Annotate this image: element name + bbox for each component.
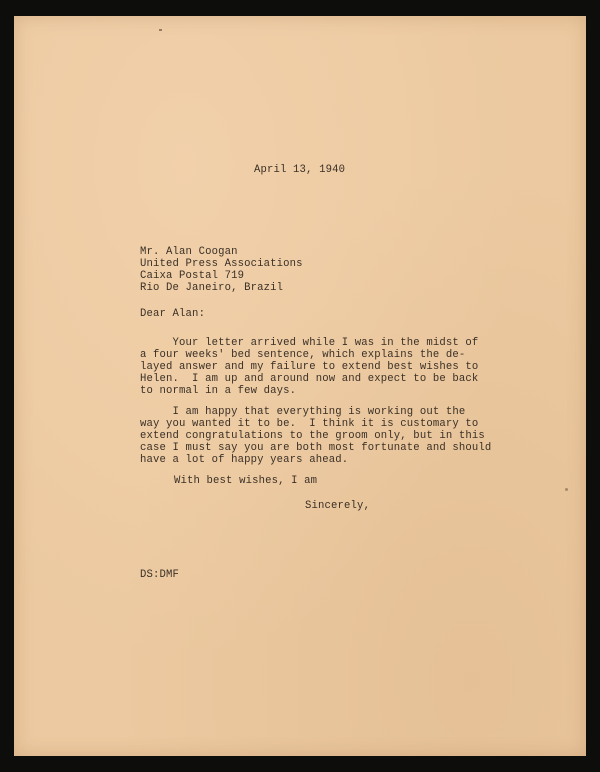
ink-speck [159, 29, 162, 31]
body-paragraph-1 [140, 337, 478, 397]
paragraph-line: I am happy that everything is working out the [140, 406, 466, 418]
body-paragraph-2 [140, 406, 491, 466]
typist-initials: DS:DMF [140, 569, 180, 581]
paper-blemish [565, 488, 568, 491]
paragraph-line: case I must say you are both most fortunate and should [140, 442, 492, 454]
paragraph-line: have a lot of happy years ahead. [140, 454, 349, 466]
signoff: Sincerely, [305, 500, 371, 512]
salutation: Dear Alan: [140, 308, 206, 320]
paragraph-line: extend congratulations to the groom only, but in this [140, 430, 485, 442]
recipient-postal-box: Caixa Postal 719 [140, 270, 245, 282]
paragraph-line: to normal in a few days. [140, 385, 297, 397]
paragraph-line: layed answer and my failure to extend best wishes to [140, 361, 479, 373]
paragraph-line: a four weeks' bed sentence, which explains the de- [140, 349, 466, 361]
recipient-city: Rio De Janeiro, Brazil [140, 282, 284, 294]
paragraph-line: Your letter arrived while I was in the midst of [140, 337, 479, 349]
closing-line: With best wishes, I am [174, 475, 318, 487]
recipient-address [140, 246, 303, 294]
paragraph-line: Helen. I am up and around now and expect to be back [140, 373, 479, 385]
letter-page [14, 16, 586, 756]
paragraph-line: way you wanted it to be. I think it is customary to [140, 418, 479, 430]
recipient-organization: United Press Associations [140, 258, 303, 270]
letter-date: April 13, 1940 [254, 164, 346, 176]
recipient-name: Mr. Alan Coogan [140, 246, 238, 258]
